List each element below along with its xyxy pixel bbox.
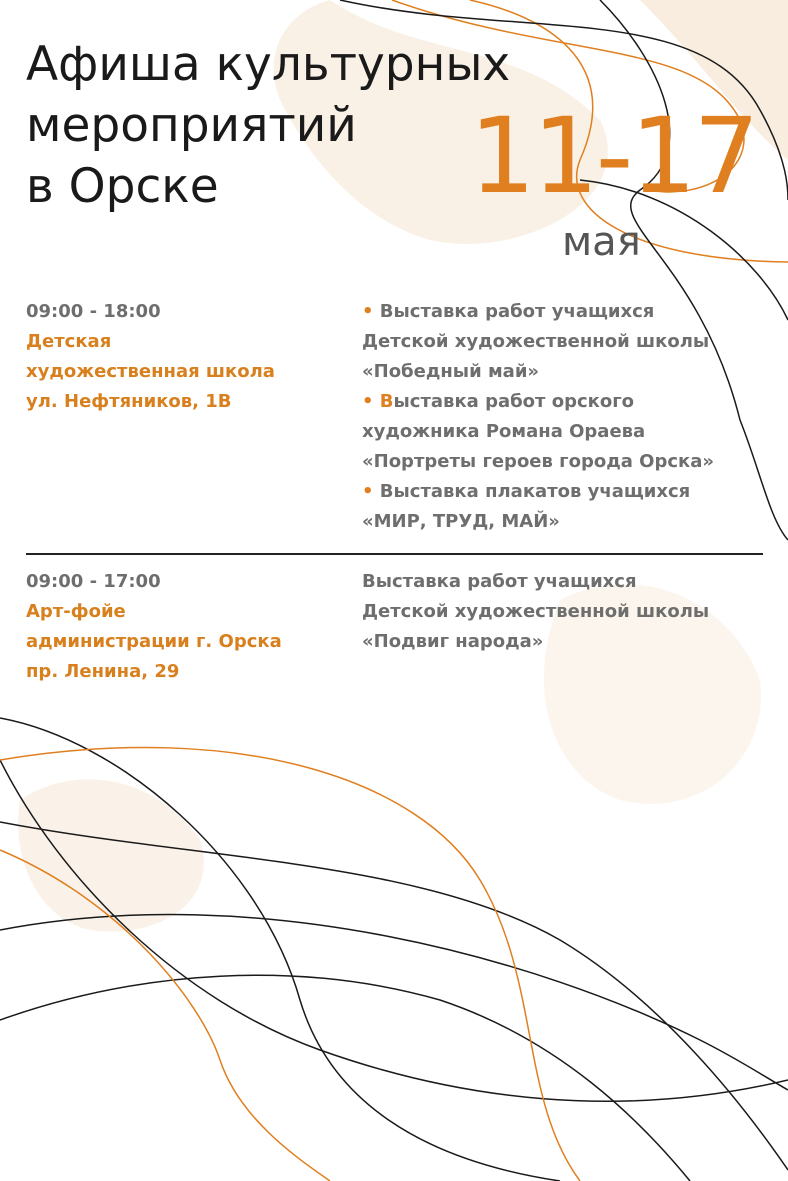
event-line: «МИР, ТРУД, МАЙ»	[362, 511, 560, 532]
event-line: • Выставка работ орского	[362, 391, 635, 412]
event-time: 09:00 - 17:00	[26, 571, 161, 592]
event-line: • Выставка плакатов учащихся	[362, 481, 691, 502]
watercolor-wash	[18, 779, 204, 931]
event-line: «Портреты героев города Орска»	[362, 451, 714, 472]
title-line: мероприятий	[26, 98, 357, 153]
title-line: Афиша культурных	[26, 37, 511, 92]
event-time: 09:00 - 18:00	[26, 301, 161, 322]
event-line: Детской художественной школы	[362, 331, 710, 352]
month-label: мая	[562, 219, 641, 265]
event-line: «Победный май»	[362, 361, 540, 382]
date-range: 11-17	[469, 95, 757, 217]
event-line: художника Романа Ораева	[362, 421, 646, 442]
section-divider	[26, 553, 763, 555]
event-list	[362, 297, 772, 537]
venue-line: администрации г. Орска	[26, 631, 282, 652]
bullet-icon: •	[362, 481, 374, 502]
venue-line: Арт-фойе	[26, 601, 126, 622]
bullet-icon: •	[362, 301, 374, 322]
event-line: «Подвиг народа»	[362, 631, 544, 652]
curve-line	[0, 975, 690, 1181]
curve-line	[0, 914, 788, 1090]
section-info	[26, 567, 346, 687]
event-line: • Выставка работ учащихся	[362, 301, 655, 322]
event-list	[362, 567, 772, 657]
venue-line: ул. Нефтяников, 1В	[26, 391, 232, 412]
venue-line: пр. Ленина, 29	[26, 661, 180, 682]
event-line: Детской художественной школы	[362, 601, 710, 622]
venue-line: художественная школа	[26, 361, 275, 382]
bullet-icon: •	[362, 391, 374, 412]
title-line: в Орске	[26, 159, 219, 214]
venue-line: Детская	[26, 331, 112, 352]
event-line: Выставка работ учащихся	[362, 571, 637, 592]
section-info	[26, 297, 346, 417]
